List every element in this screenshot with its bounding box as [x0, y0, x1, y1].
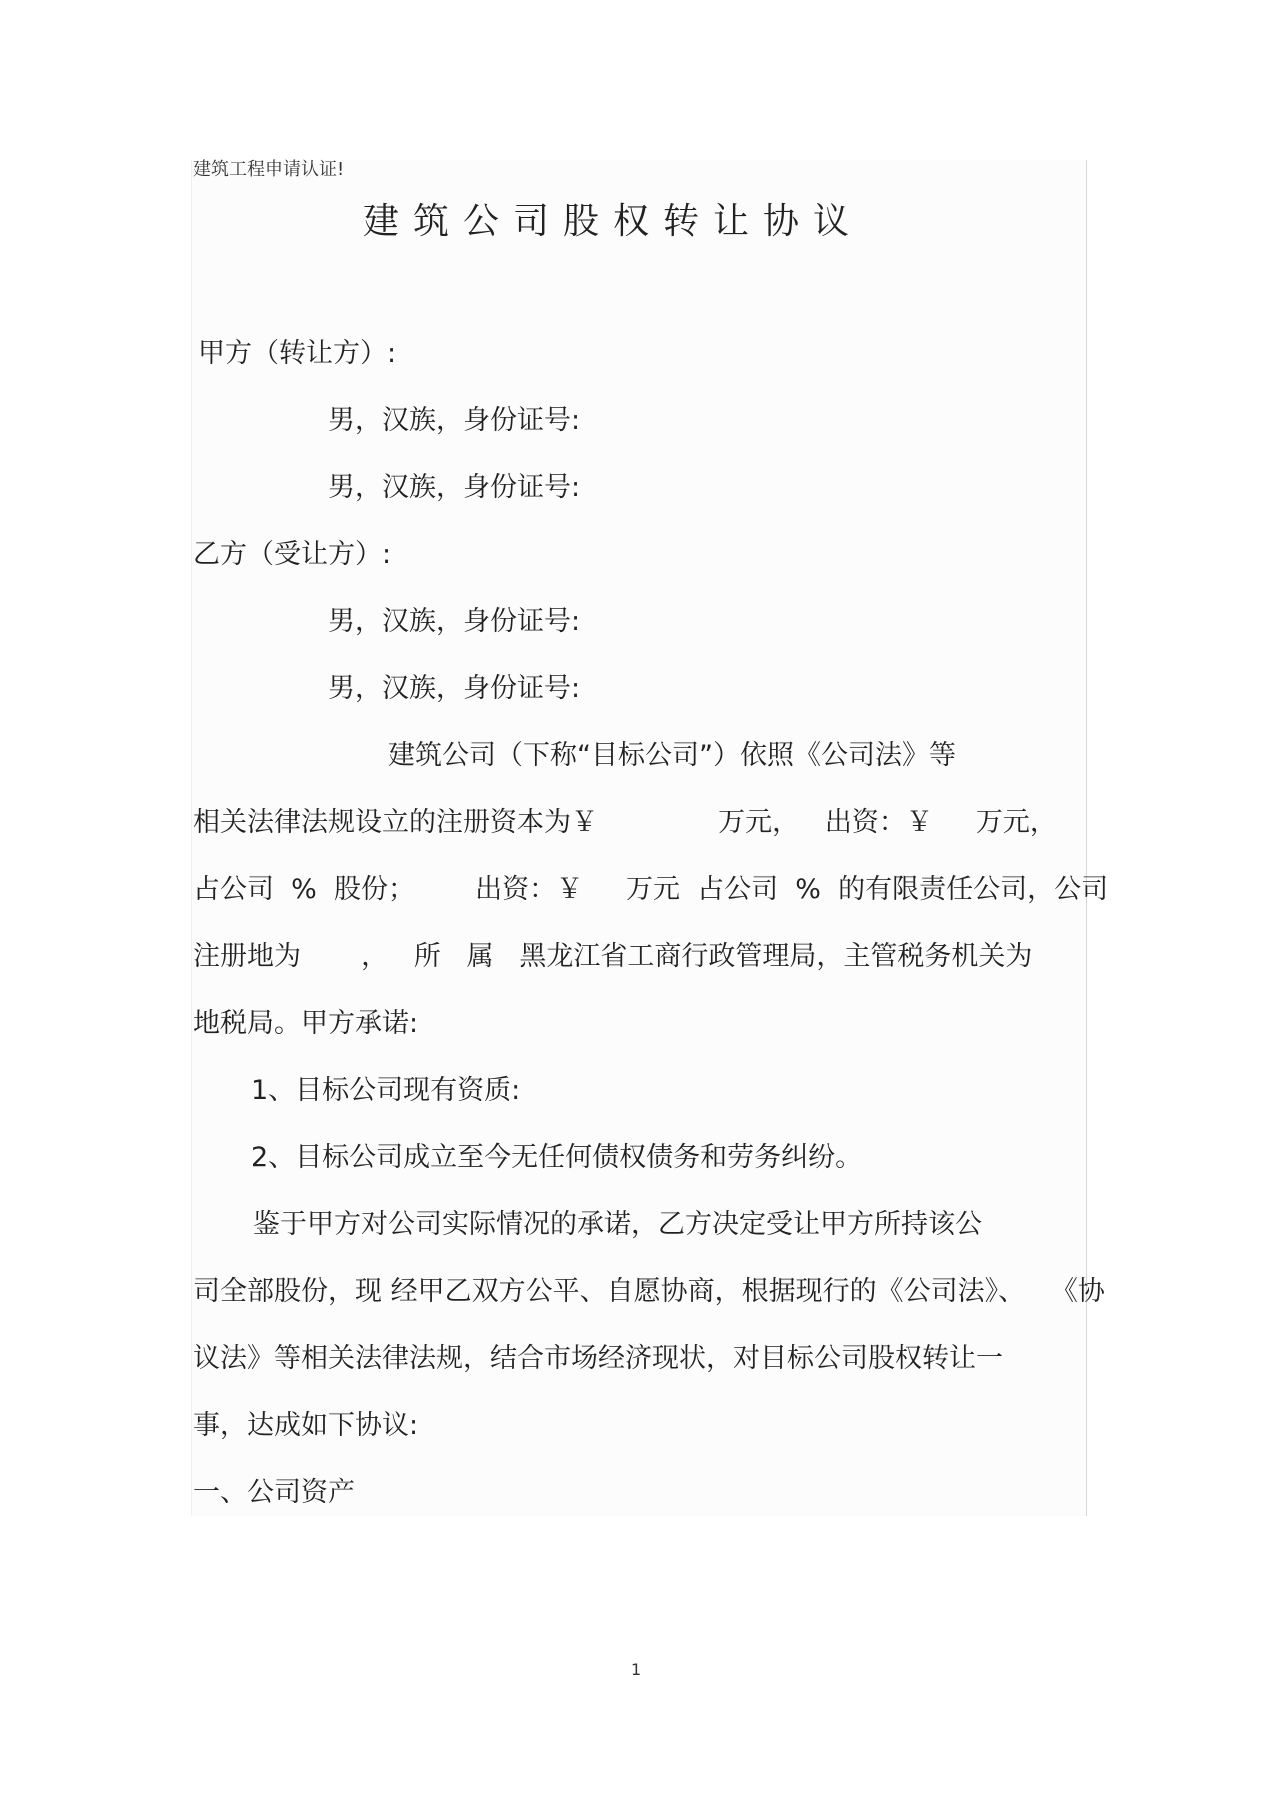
agreement-line-1: 鉴于甲方对公司实际情况的承诺，乙方决定受让甲方所持该公 — [253, 1209, 982, 1240]
commitment-item-1: 1、目标公司现有资质: — [251, 1075, 521, 1106]
party-b-person-2: 男，汉族，身份证号: — [328, 673, 581, 704]
agreement-line-3: 议法》等相关法律法规，结合市场经济现状，对目标公司股权转让一 — [193, 1343, 1003, 1374]
company-intro-line-2: 相关法律法规设立的注册资本为￥ 万元， 出资：￥ 万元， — [193, 807, 1057, 838]
commitment-item-2: 2、目标公司成立至今无任何债权债务和劳务纠纷。 — [251, 1142, 863, 1173]
company-intro-line-5: 地税局。甲方承诺: — [193, 1008, 419, 1039]
party-b-person-1: 男，汉族，身份证号: — [328, 606, 581, 637]
document-title: 建筑公司股权转让协议 — [363, 201, 864, 242]
company-intro-line-3: 占公司 % 股份； 出资：￥ 万元 占公司 % 的有限责任公司，公司 — [193, 874, 1109, 905]
company-intro-line-1: 建筑公司（下称“目标公司”）依照《公司法》等 — [388, 740, 956, 771]
party-b-label: 乙方（受让方）: — [193, 539, 392, 570]
agreement-line-2: 司全部股份，现 经甲乙双方公平、自愿协商，根据现行的《公司法》、 《协 — [193, 1276, 1105, 1307]
party-a-label: 甲方（转让方）: — [198, 338, 397, 369]
party-a-person-1: 男，汉族，身份证号: — [328, 405, 581, 436]
company-intro-line-4: 注册地为 ， 所 属 黑龙江省工商行政管理局，主管税务机关为 — [193, 941, 1033, 972]
header-note: 建筑工程申请认证! — [193, 159, 345, 180]
party-a-person-2: 男，汉族，身份证号: — [328, 472, 581, 503]
agreement-line-4: 事，达成如下协议: — [193, 1410, 419, 1441]
page-number: 1 — [631, 1660, 642, 1679]
section-heading: 一、公司资产 — [193, 1477, 355, 1508]
